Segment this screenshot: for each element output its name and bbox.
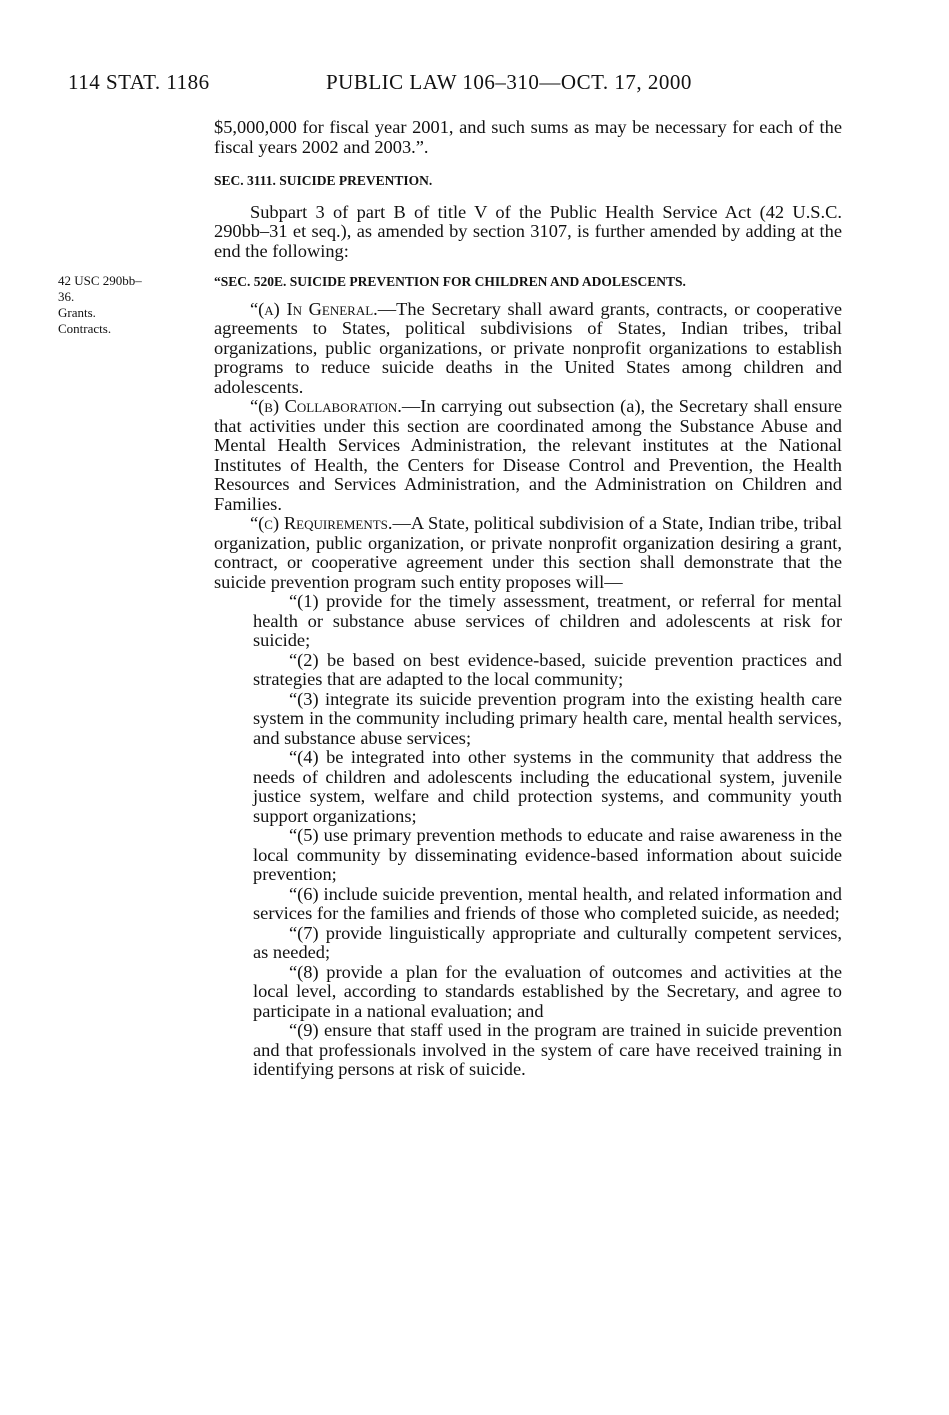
stat-page-number: 114 STAT. 1186 [68,70,210,94]
subsection-heading: “SEC. 520E. SUICIDE PREVENTION FOR CHILDREN AND ADOLESCENTS. [214,274,686,289]
intro-paragraph: Subpart 3 of part B of title V of the Public Health Service Act (42 U.S.C. 290bb–31 et seq.), as amended by section 3107, is further amended by adding at the end the following: [214,201,842,261]
paragraph-c-text: —A State, political subdivision of a State, Indian tribe, tribal organization, public organization, or private nonprofit organization desiring a grant, contract, or cooperative agreement under this section shall demonstrate that the suicide prevention program such entity proposes will— [214,513,842,592]
section-heading: SEC. 3111. SUICIDE PREVENTION. [214,173,433,188]
paragraph-a [214,300,842,398]
law-title: PUBLIC LAW 106–310—OCT. 17, 2000 [326,70,692,94]
list-item: “(1) provide for the timely assessment, treatment, or referral for mental health or substance abuse services of children and adolescents at risk for suicide; [253,591,842,650]
opening-paragraph: $5,000,000 for fiscal year 2001, and such sums as may be necessary for each of the fiscal years 2002 and 2003.”. [214,117,842,157]
list-item: “(7) provide linguistically appropriate and culturally competent services, as needed; [253,922,842,962]
list-item: “(4) be integrated into other systems in the community that address the needs of children and adolescents including the educational system, juvenile justice system, welfare and child protection systems, and community youth support organizations; [253,747,842,826]
list-item: “(9) ensure that staff used in the program are trained in suicide prevention and that professionals involved in the system of care have received training in identifying persons at risk of suicide. [253,1020,842,1079]
paragraph-b-label: “(b) Collaboration. [250,396,402,416]
margin-citation-cont: 36. [58,289,75,304]
margin-note-grants: Grants. [58,305,96,320]
list-item: “(2) be based on best evidence-based, suicide prevention practices and strategies that are adapted to the local community; [253,649,842,689]
paragraph-c-label: “(c) Requirements. [250,513,393,533]
list-item: “(3) integrate its suicide prevention program into the existing health care system in the community including primary health care, mental health services, and substance abuse services; [253,688,842,748]
list-item: “(5) use primary prevention methods to educate and raise awareness in the local community by disseminating evidence-based information about suicide prevention; [253,825,842,884]
paragraph-b [214,397,842,514]
list-item: “(6) include suicide prevention, mental health, and related information and services for the families and friends of those who completed suicide, as needed; [253,883,842,923]
list-item: “(8) provide a plan for the evaluation of outcomes and activities at the local level, according to standards established by the Secretary, and agree to participate in a national evaluation; and [253,961,842,1021]
margin-citation: 42 USC 290bb– [58,273,142,288]
paragraph-b-text: —In carrying out subsection (a), the Secretary shall ensure that activities under this section are coordinated among the Substance Abuse and Mental Health Services Administration, the relevant institutes at the National Institutes of Health, the Centers for Disease Control and Prevention, the Health Resources and Services Administration, and the Administration on Children and Families. [214,396,842,514]
paragraph-a-text: —The Secretary shall award grants, contracts, or cooperative agreements to States, political subdivisions of States, Indian tribes, tribal organizations, public organizations, or private nonprofit organizations to establish programs to reduce suicide deaths in the United States among children and adolescents. [214,298,843,397]
margin-notes [58,273,188,337]
document-body [214,118,842,1080]
page-header [68,70,768,100]
margin-note-contracts: Contracts. [58,321,112,336]
paragraph-c [214,514,842,592]
paragraph-a-label: “(a) In General. [250,298,378,319]
